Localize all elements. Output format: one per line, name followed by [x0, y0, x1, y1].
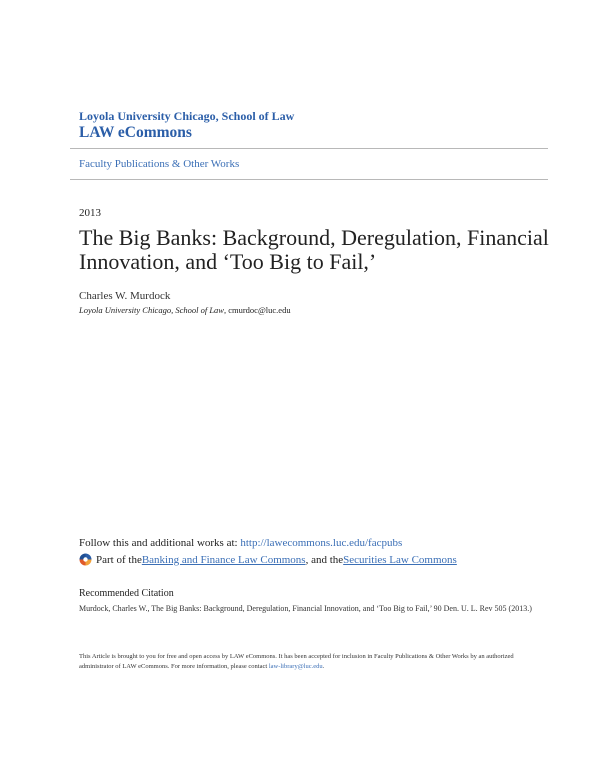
institution-link[interactable]: Loyola University Chicago, School of Law: [79, 109, 295, 123]
author-name: Charles W. Murdock: [79, 290, 171, 302]
footer-notice: [79, 652, 539, 672]
author-affiliation: [79, 305, 291, 315]
series-link[interactable]: Faculty Publications & Other Works: [79, 158, 240, 170]
citation-heading: Recommended Citation: [79, 588, 174, 599]
publication-year: 2013: [79, 207, 101, 219]
part-of-line: [79, 553, 457, 566]
citation-text: Murdock, Charles W., The Big Banks: Background, Deregulation, Financial Innovation, and ‘Too Big to Fail,’ 90 Den. U. L. Rev 505 (2013.): [79, 604, 532, 613]
securities-commons-link[interactable]: Securities Law Commons: [343, 553, 457, 566]
divider-bottom: [70, 179, 548, 180]
part-of-prefix: Part of the: [96, 553, 142, 566]
contact-email-link[interactable]: law-library@luc.edu: [268, 663, 323, 670]
footer-end: .: [322, 663, 325, 670]
affiliation-name: Loyola University Chicago, School of Law: [79, 305, 224, 315]
author-email[interactable]: , cmurdoc@luc.edu: [223, 305, 291, 315]
follow-line: [79, 537, 402, 549]
part-of-middle: , and the: [305, 553, 344, 566]
follow-link[interactable]: http://lawecommons.luc.edu/facpubs: [240, 537, 403, 549]
article-title: The Big Banks: Background, Deregulation, Financial Innovation, and ‘Too Big to Fail,’: [79, 225, 549, 274]
follow-label: Follow this and additional works at:: [79, 537, 241, 549]
banking-finance-commons-link[interactable]: Banking and Finance Law Commons: [141, 553, 306, 566]
divider-top: [70, 148, 548, 149]
repository-link[interactable]: LAW eCommons: [79, 124, 192, 141]
network-icon: [79, 553, 92, 566]
footer-text: This Article is brought to you for free and open access by LAW eCommons. It has been accepted for inclusion in Faculty Publications & Other Works by an authorized administrator of LAW eCommons. For more information, please contact: [79, 653, 514, 670]
